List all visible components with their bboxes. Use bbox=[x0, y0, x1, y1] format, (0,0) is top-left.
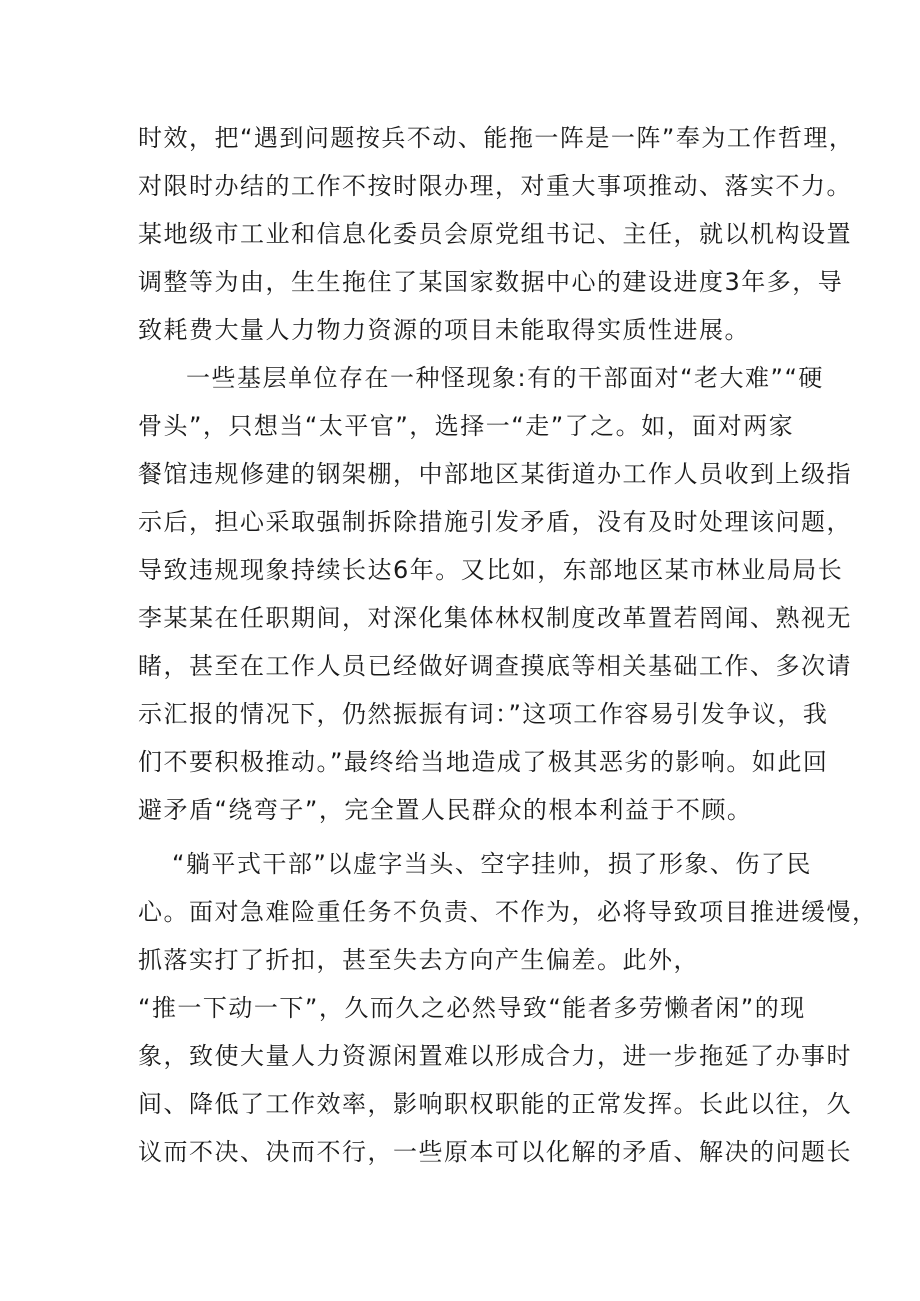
text-line: 间、降低了工作效率，影响职权职能的正常发挥。长此以往，久 bbox=[138, 1090, 852, 1118]
text-line: 心。面对急难险重任务不负责、不作为，必将导致项目推进缓慢， bbox=[138, 898, 878, 926]
text-line: 们不要积极推动。”最终给当地造成了极其恶劣的影响。如此回 bbox=[138, 748, 829, 776]
text-line: 时效，把“遇到问题按兵不动、能拖一阵是一阵”奉为工作哲理， bbox=[138, 124, 855, 152]
text-line: 示后，担心采取强制拆除措施引发矛盾，没有及时处理该问题， bbox=[138, 508, 852, 536]
text-line: 某地级市工业和信息化委员会原党组书记、主任，就以机构设置 bbox=[138, 220, 852, 248]
text-line: 睹，甚至在工作人员已经做好调查摸底等相关基础工作、多次请 bbox=[138, 652, 852, 680]
text-line: 抓落实打了折扣，甚至失去方向产生偏差。此外， bbox=[138, 946, 699, 974]
text-line: 避矛盾“绕弯子”，完全置人民群众的根本利益于不顾。 bbox=[138, 796, 753, 824]
text-line: 对限时办结的工作不按时限办理，对重大事项推动、落实不力。 bbox=[138, 172, 852, 200]
text-line: 骨头”，只想当“太平官”，选择一“走”了之。如，面对两家 bbox=[138, 412, 795, 440]
text-line: 示汇报的情况下，仍然振振有词：”这项工作容易引发争议，我 bbox=[138, 700, 829, 728]
paragraph-start-line: 一些基层单位存在一种怪现象:有的干部面对“老大难”“硬 bbox=[186, 364, 824, 392]
text-line: 调整等为由，生生拖住了某国家数据中心的建设进度3年多，导 bbox=[138, 268, 844, 296]
text-line: 议而不决、决而不行，一些原本可以化解的矛盾、解决的问题长 bbox=[138, 1138, 852, 1166]
paragraph-start-line: “躺平式干部”以虚字当头、空字挂帅，损了形象、伤了民 bbox=[172, 850, 812, 878]
text-line: “推一下动一下”，久而久之必然导致“能者多劳懒者闲”的现 bbox=[138, 994, 806, 1022]
text-line: 致耗费大量人力物力资源的项目未能取得实质性进展。 bbox=[138, 316, 750, 344]
text-line: 李某某在任职期间，对深化集体林权制度改革置若罔闻、熟视无 bbox=[138, 604, 852, 632]
text-line: 导致违规现象持续长达6年。又比如，东部地区某市林业局局长 bbox=[138, 556, 844, 584]
text-line: 餐馆违规修建的钢架棚，中部地区某街道办工作人员收到上级指 bbox=[138, 460, 852, 488]
text-line: 象，致使大量人力资源闲置难以形成合力，进一步拖延了办事时 bbox=[138, 1042, 852, 1070]
